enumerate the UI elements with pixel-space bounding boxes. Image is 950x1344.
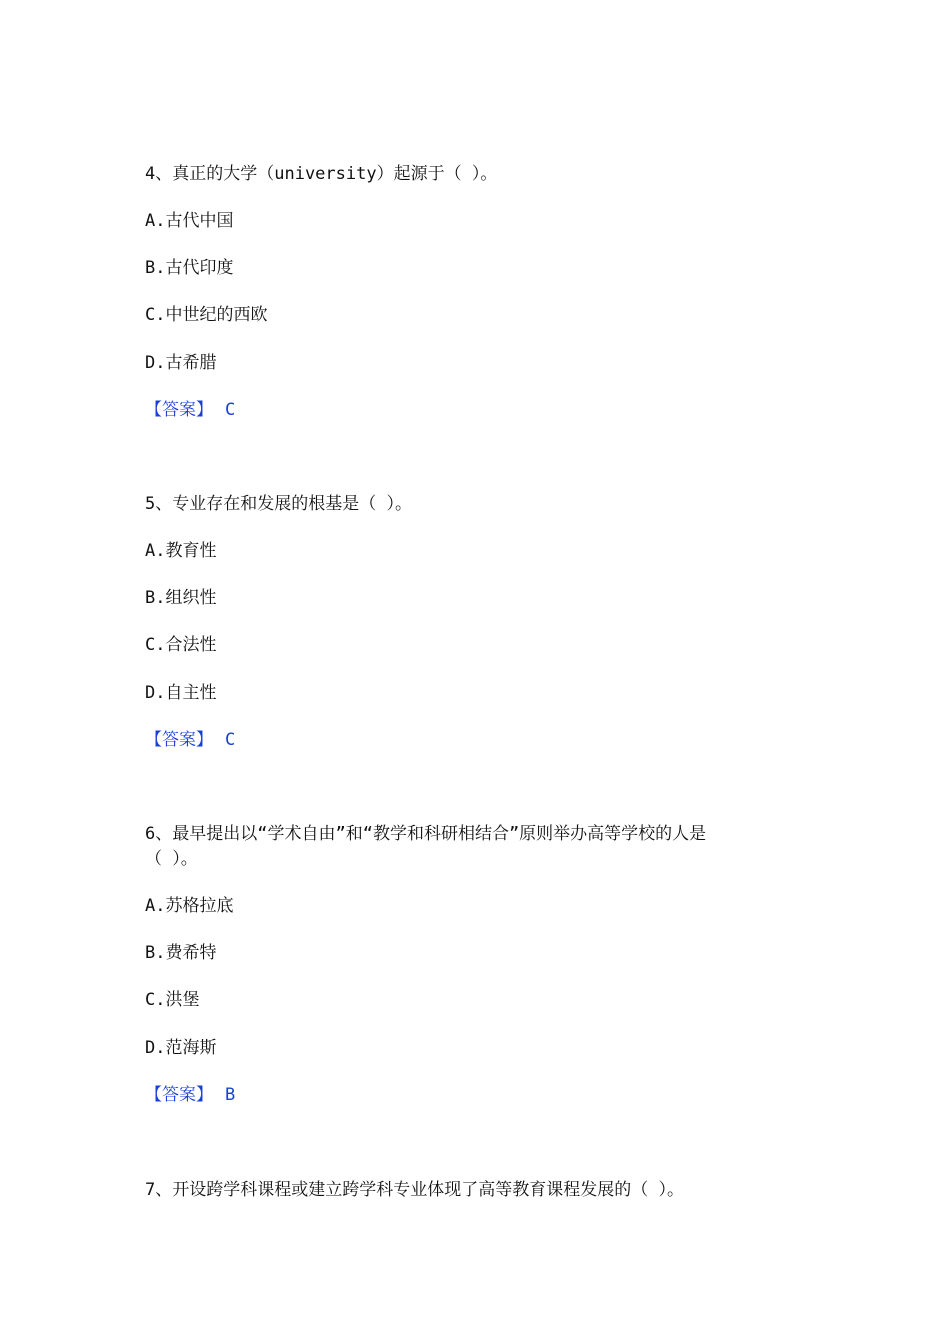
question-5-stem: 5、专业存在和发展的根基是（ ）。 xyxy=(145,494,412,514)
answer-value: C xyxy=(225,730,236,750)
question-5-option-a: A.教育性 xyxy=(145,541,217,561)
question-6-stem-line-1: 6、最早提出以“学术自由”和“教学和科研相结合”原则举办高等学校的人是 xyxy=(145,824,707,844)
answer-label: 【答案】 xyxy=(145,1085,213,1105)
question-5-option-c: C.合法性 xyxy=(145,635,217,655)
question-4-option-a: A.古代中国 xyxy=(145,211,234,231)
answer-value: B xyxy=(225,1085,236,1105)
question-5-answer xyxy=(145,729,235,751)
question-4-option-b: B.古代印度 xyxy=(145,258,234,278)
question-4-option-c: C.中世纪的西欧 xyxy=(145,305,268,325)
question-5-option-b: B.组织性 xyxy=(145,588,217,608)
answer-label: 【答案】 xyxy=(145,730,213,750)
question-5-option-d: D.自主性 xyxy=(145,683,217,703)
question-7-stem: 7、开设跨学科课程或建立跨学科专业体现了高等教育课程发展的（ ）。 xyxy=(145,1180,684,1200)
question-4-option-d: D.古希腊 xyxy=(145,353,217,373)
question-6-stem-line-2: （ ）。 xyxy=(145,849,198,869)
answer-value: C xyxy=(225,400,236,420)
question-6-option-b: B.费希特 xyxy=(145,943,217,963)
question-6-option-c: C.洪堡 xyxy=(145,990,200,1010)
question-4-stem: 4、真正的大学（university）起源于（ ）。 xyxy=(145,164,498,184)
question-4-answer xyxy=(145,399,235,421)
question-6-answer xyxy=(145,1084,235,1106)
question-6-option-d: D.范海斯 xyxy=(145,1038,217,1058)
answer-label: 【答案】 xyxy=(145,400,213,420)
question-6-option-a: A.苏格拉底 xyxy=(145,896,234,916)
